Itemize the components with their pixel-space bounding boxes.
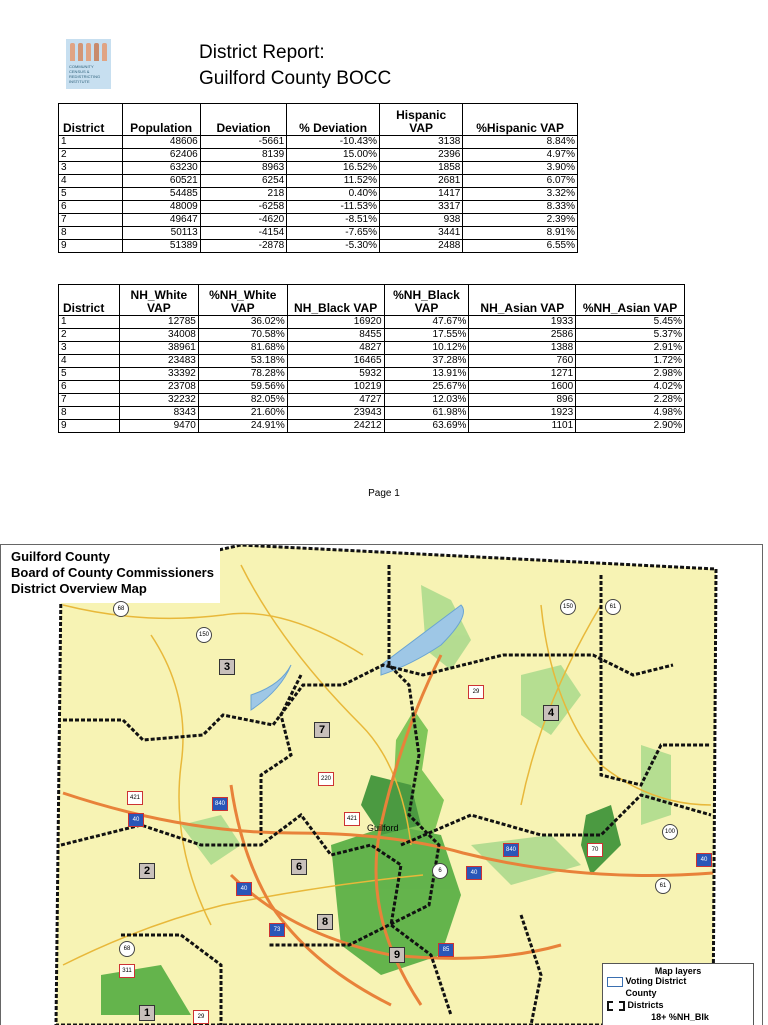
table-cell: 6 [59,381,120,394]
table-cell: 63230 [122,162,200,175]
table-cell: 17.55% [384,329,469,342]
map-title-line: District Overview Map [11,581,147,596]
table-cell: 896 [469,394,576,407]
table-cell: 60521 [122,175,200,188]
table-cell: 4 [59,175,123,188]
table-cell: -2878 [200,240,287,253]
district-label-2[interactable]: 2 [139,863,155,879]
col-header: District [59,104,123,136]
legend-item-county [607,988,753,1000]
table-cell: 8 [59,227,123,240]
table-cell: 70.58% [198,329,287,342]
table-cell: 4.98% [576,407,685,420]
city-label: Guilford [367,823,399,833]
legend-item-districts [607,1000,753,1012]
table-cell: 218 [200,188,287,201]
table-cell: 54485 [122,188,200,201]
table-cell: 0.40% [287,188,380,201]
col-header: NH_Black VAP [287,285,384,316]
district-label-4[interactable]: 4 [543,705,559,721]
table-cell: 53.18% [198,355,287,368]
table-cell: 3317 [379,201,462,214]
route-shield: 40 [236,882,252,896]
table-cell: -10.43% [287,136,380,149]
route-shield: 68 [113,601,129,617]
table-row [59,201,578,214]
route-shield: 40 [466,866,482,880]
table-row [59,214,578,227]
table-cell: 8 [59,407,120,420]
table-cell: 2488 [379,240,462,253]
population-table-body [59,136,578,253]
route-shield: 220 [318,772,334,786]
table-cell: 5 [59,188,123,201]
table-cell: 5.45% [576,316,685,329]
table-cell: 9 [59,240,123,253]
table-row [59,175,578,188]
route-shield: 61 [605,599,621,615]
table-cell: 37.28% [384,355,469,368]
table-row [59,136,578,149]
table-cell: 24.91% [198,420,287,433]
col-header: %NH_Asian VAP [576,285,685,316]
table-cell: 5 [59,368,120,381]
table-cell: 7 [59,214,123,227]
population-table [58,103,578,253]
route-shield: 100 [662,824,678,840]
table-cell: 1271 [469,368,576,381]
route-shield: 311 [119,964,135,978]
table-cell: 8963 [200,162,287,175]
table-cell: 48606 [122,136,200,149]
table-cell: 1388 [469,342,576,355]
table-cell: 2396 [379,149,462,162]
table-cell: 2 [59,149,123,162]
route-shield: 840 [503,843,519,857]
table-row [59,420,685,433]
route-shield: 150 [560,599,576,615]
table-cell: 2 [59,329,120,342]
table-cell: 36.02% [198,316,287,329]
route-shield: 29 [193,1010,209,1024]
district-label-9[interactable]: 9 [389,947,405,963]
table-cell: 1858 [379,162,462,175]
table-cell: 3.32% [463,188,578,201]
table-cell: 4.02% [576,381,685,394]
col-header: Hispanic VAP [379,104,462,136]
table-row [59,227,578,240]
table-cell: 6.07% [463,175,578,188]
table-cell: 24212 [287,420,384,433]
table-cell: 47.67% [384,316,469,329]
table-cell: -4620 [200,214,287,227]
table-cell: 3138 [379,136,462,149]
table-cell: 2.39% [463,214,578,227]
table-row [59,342,685,355]
table-cell: 10.12% [384,342,469,355]
table-cell: 33392 [119,368,198,381]
table-cell: 15.00% [287,149,380,162]
table-cell: 1600 [469,381,576,394]
route-shield: 421 [127,791,143,805]
table-cell: 938 [379,214,462,227]
table-row [59,162,578,175]
district-label-1[interactable]: 1 [139,1005,155,1021]
route-shield: 40 [128,813,144,827]
table-cell: 5932 [287,368,384,381]
col-header: %Hispanic VAP [463,104,578,136]
table-cell: 1923 [469,407,576,420]
table-cell: 8.33% [463,201,578,214]
route-shield: 61 [655,878,671,894]
table-row [59,188,578,201]
table-cell: 16920 [287,316,384,329]
table-cell: 48009 [122,201,200,214]
table-row [59,407,685,420]
table-cell: 1101 [469,420,576,433]
table-cell: 10219 [287,381,384,394]
district-overview-map[interactable] [0,544,763,1025]
report-title-line2: Guilford County BOCC [199,68,392,89]
table-cell: 7 [59,394,120,407]
table-cell: 62406 [122,149,200,162]
table-cell: 50113 [122,227,200,240]
table-cell: 16.52% [287,162,380,175]
table-cell: 1 [59,136,123,149]
table-cell: -4154 [200,227,287,240]
table-cell: 9470 [119,420,198,433]
table-cell: 6254 [200,175,287,188]
map-legend [602,963,754,1025]
table-row [59,149,578,162]
logo-text: COMMUNITY CENSUS & REDISTRICTING INSTITUTE [69,64,101,84]
table-cell: 4.97% [463,149,578,162]
route-shield: 29 [468,685,484,699]
report-title [199,40,391,92]
table-row [59,329,685,342]
district-label-8[interactable]: 8 [317,914,333,930]
table-cell: 9 [59,420,120,433]
table-cell: 1417 [379,188,462,201]
legend-item-label: Voting District [625,976,687,986]
table-cell: 2.98% [576,368,685,381]
table-cell: 32232 [119,394,198,407]
col-header: NH_Asian VAP [469,285,576,316]
table-cell: 2586 [469,329,576,342]
route-shield: 150 [196,627,212,643]
map-title [3,547,220,603]
voting-district-swatch [607,977,623,987]
col-header: District [59,285,120,316]
table-row [59,240,578,253]
table-row [59,316,685,329]
table-cell: 51389 [122,240,200,253]
table-cell: 82.05% [198,394,287,407]
legend-title: Map layers [654,966,702,976]
table-cell: 8343 [119,407,198,420]
table-cell: 38961 [119,342,198,355]
legend-item-label: Districts [627,1000,664,1010]
table-cell: 16465 [287,355,384,368]
table-cell: 59.56% [198,381,287,394]
table-cell: 2681 [379,175,462,188]
table-cell: 23483 [119,355,198,368]
district-label-6[interactable]: 6 [291,859,307,875]
table-cell: -6258 [200,201,287,214]
table-cell: 1933 [469,316,576,329]
route-shield: 85 [438,943,454,957]
table-cell: 34008 [119,329,198,342]
table-row [59,368,685,381]
table-cell: 4827 [287,342,384,355]
route-shield: 421 [344,812,360,826]
map-canvas [1,545,762,1025]
table-cell: 12785 [119,316,198,329]
table-cell: 8.91% [463,227,578,240]
table-cell: 8.84% [463,136,578,149]
legend-item-label: 18+ %NH_Blk [651,1012,709,1022]
table-cell: 2.28% [576,394,685,407]
table-cell: 78.28% [198,368,287,381]
col-header: %NH_Black VAP [384,285,469,316]
table-cell: 61.98% [384,407,469,420]
table-cell: 13.91% [384,368,469,381]
legend-item-nh-blk [607,1012,753,1024]
table-cell: 23708 [119,381,198,394]
institute-logo [66,39,111,89]
race-vap-table [58,284,685,433]
col-header: NH_White VAP [119,285,198,316]
table-cell: 760 [469,355,576,368]
table-cell: -7.65% [287,227,380,240]
race-vap-table-body [59,316,685,433]
table-cell: -11.53% [287,201,380,214]
table-cell: 21.60% [198,407,287,420]
table-cell: 11.52% [287,175,380,188]
map-title-line: Guilford County [11,549,110,564]
col-header: %NH_White VAP [198,285,287,316]
district-label-7[interactable]: 7 [314,722,330,738]
table-cell: 12.03% [384,394,469,407]
table-cell: -5.30% [287,240,380,253]
table-cell: 6.55% [463,240,578,253]
table-cell: 5.37% [576,329,685,342]
report-title-line1: District Report: [199,42,325,63]
table-row [59,381,685,394]
page-label: Page 1 [368,488,400,499]
table-cell: 81.68% [198,342,287,355]
districts-swatch [607,1001,625,1011]
table-cell: 2.91% [576,342,685,355]
table-cell: 8139 [200,149,287,162]
table-cell: 25.67% [384,381,469,394]
col-header: Population [122,104,200,136]
table-cell: 4 [59,355,120,368]
table-cell: 3 [59,342,120,355]
map-title-line: Board of County Commissioners [11,565,214,580]
col-header: % Deviation [287,104,380,136]
table-cell: 1.72% [576,355,685,368]
table-cell: 3.90% [463,162,578,175]
route-shield: 68 [119,941,135,957]
district-label-3[interactable]: 3 [219,659,235,675]
table-cell: 1 [59,316,120,329]
table-cell: 49647 [122,214,200,227]
table-row [59,394,685,407]
table-cell: 6 [59,201,123,214]
route-shield: 73 [269,923,285,937]
legend-item-label: County [625,988,657,998]
table-cell: 4727 [287,394,384,407]
route-shield: 840 [212,797,228,811]
table-cell: 23943 [287,407,384,420]
col-header: Deviation [200,104,287,136]
table-cell: -8.51% [287,214,380,227]
table-cell: 3 [59,162,123,175]
table-row [59,355,685,368]
route-shield: 6 [432,863,448,879]
route-shield: 40 [696,853,712,867]
table-cell: -5661 [200,136,287,149]
table-cell: 2.90% [576,420,685,433]
table-cell: 3441 [379,227,462,240]
legend-item-voting-district [607,976,753,988]
table-cell: 63.69% [384,420,469,433]
route-shield: 70 [587,843,603,857]
table-cell: 8455 [287,329,384,342]
